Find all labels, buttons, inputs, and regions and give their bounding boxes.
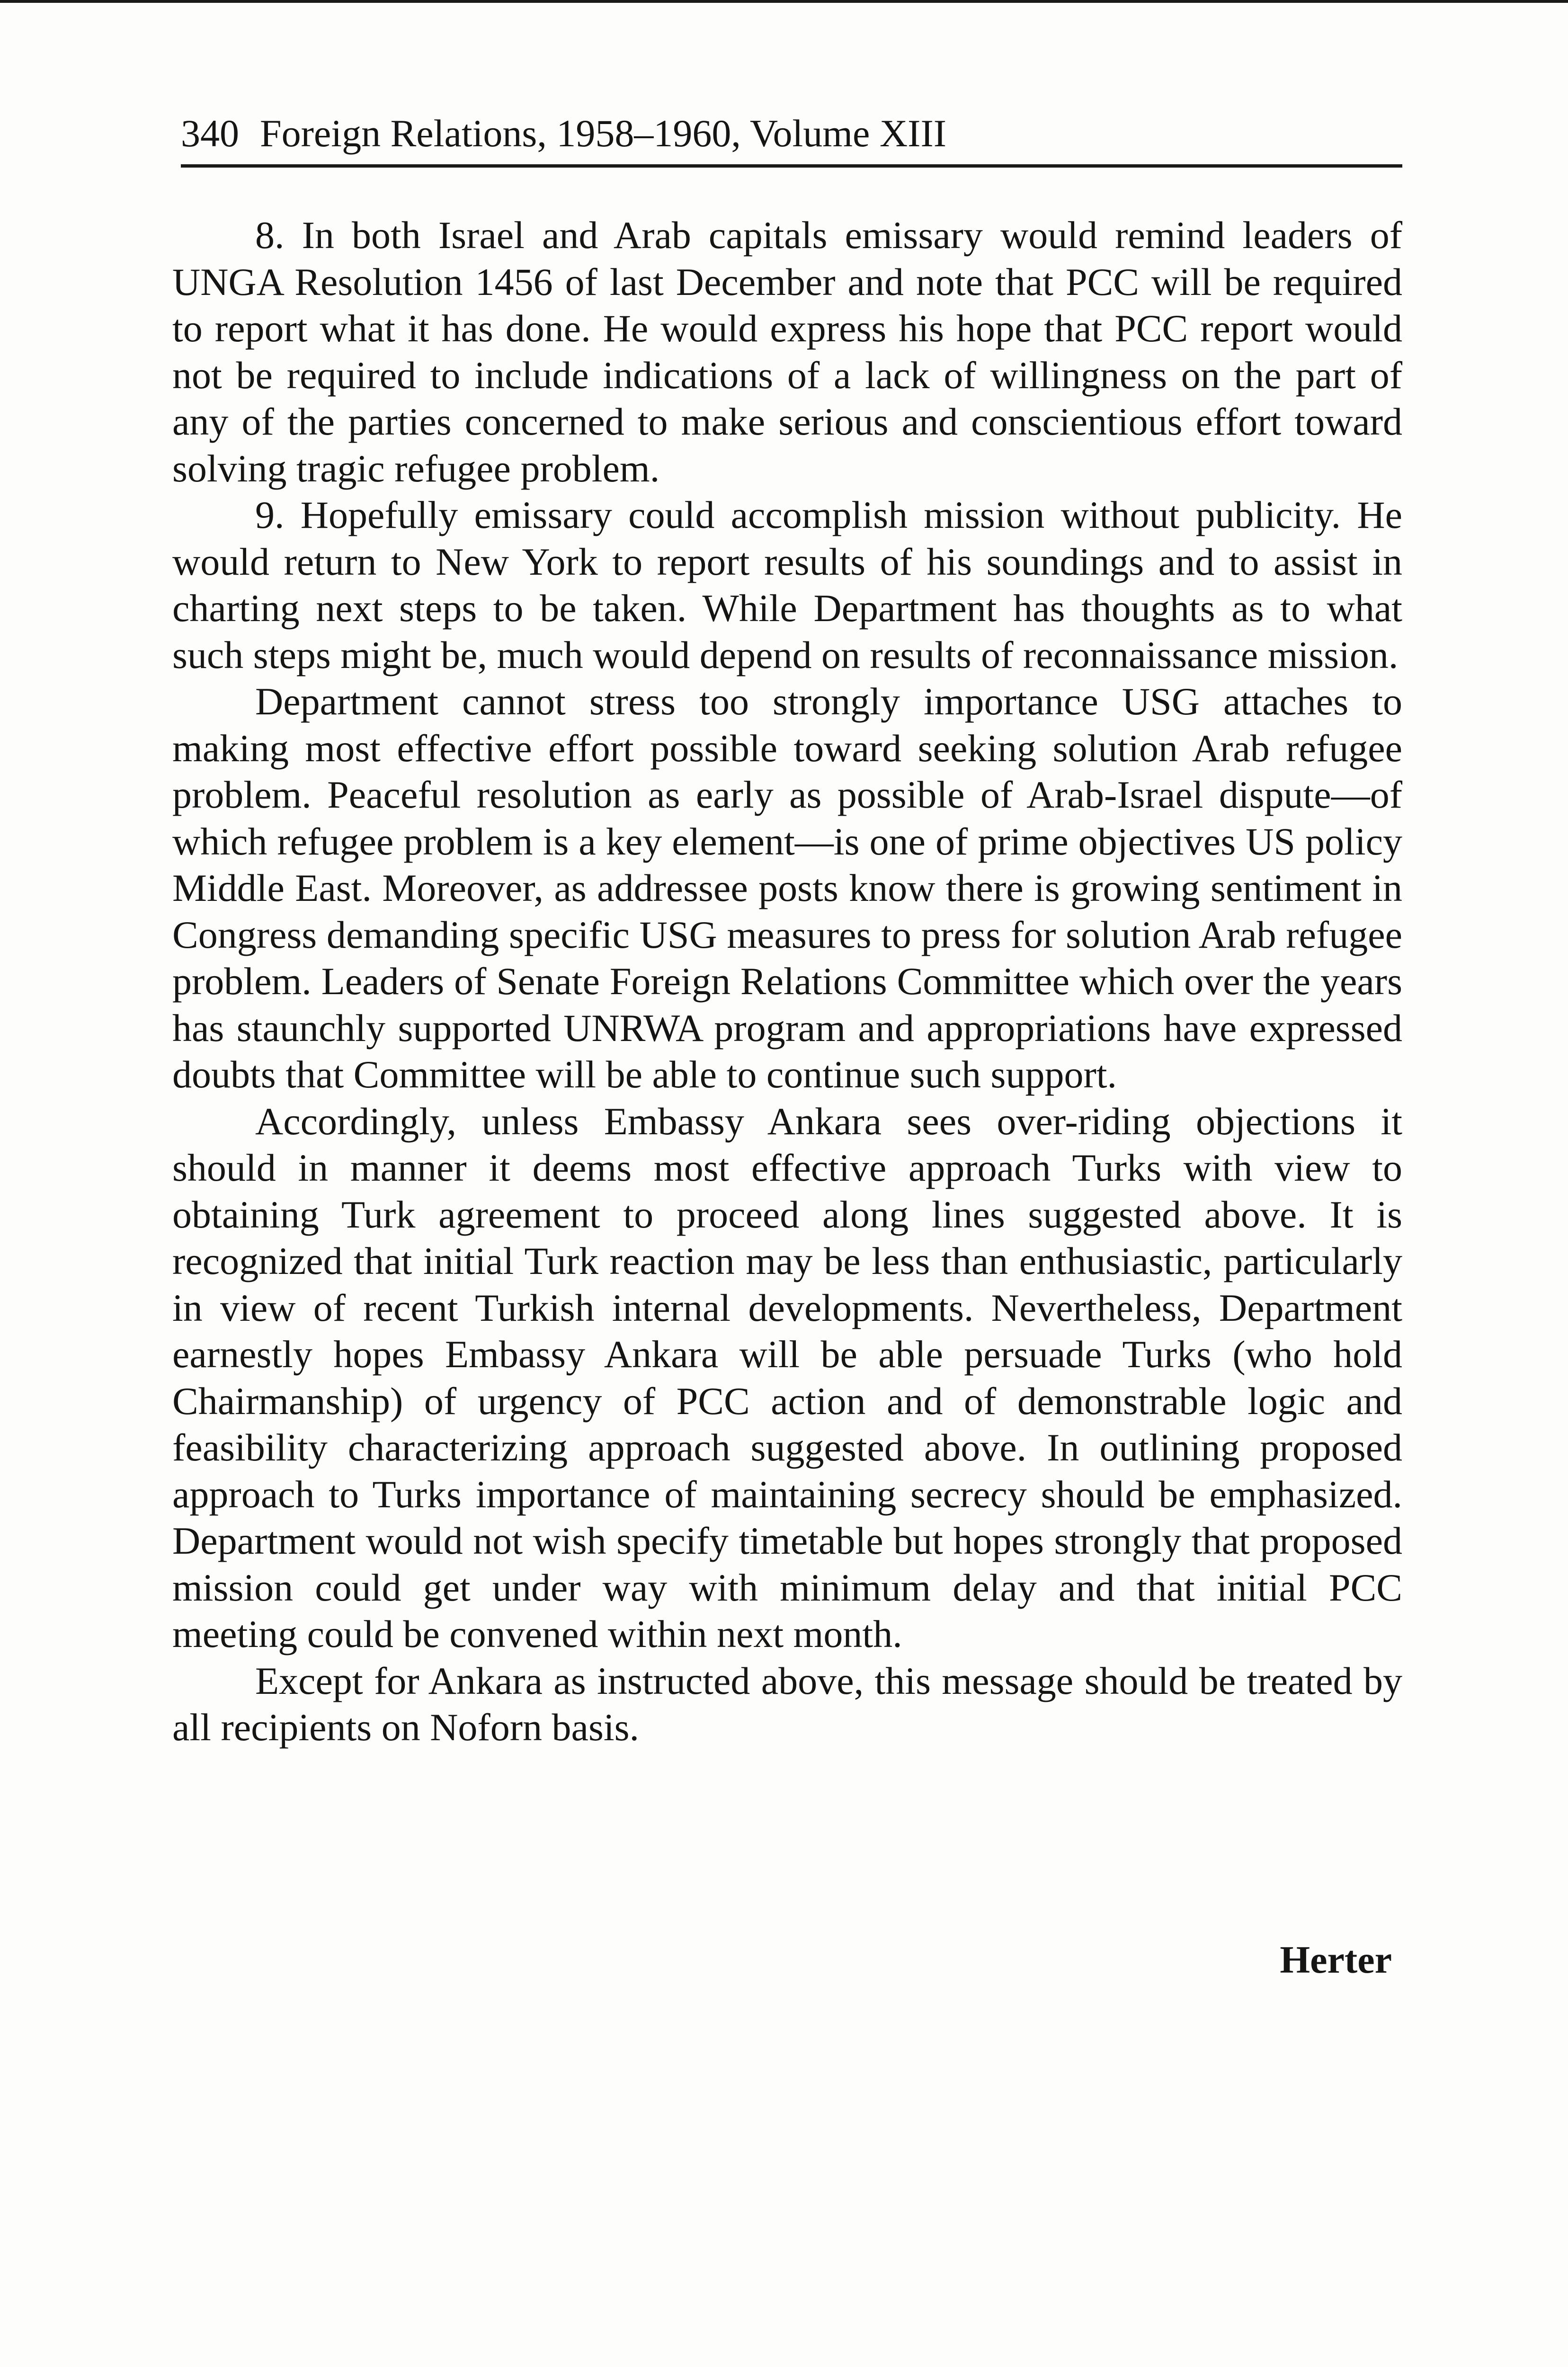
paragraph-noforn: Except for Ankara as instructed above, this message should be treated by all recipients on Noforn basis. <box>172 1659 1402 1749</box>
paragraph-item-8: 8. In both Israel and Arab capitals emissary would remind leaders of UNGA Resolution 1456 of last December and note that PCC will be required to report what it has done. He would express his hope that PCC report would not be required to include indications of a lack of willingness on the part of any of the parties concerned to make serious and conscientious effort toward solving tragic refugee problem. <box>172 214 1402 490</box>
paragraph-department-stress: Department cannot stress too strongly importance USG attaches to making most effective effort possible toward seeking solution Arab refugee problem. Peaceful resolution as early as possible of Arab-Israel dispute—of which refugee problem is a key element—is one of prime objectives US policy Middle East. Moreover, as addressee posts know there is growing sentiment in Congress demanding specific USG measures to press for solution Arab refugee problem. Leaders of Senate Foreign Relations Committee which over the years has staunchly supported UNRWA program and appropriations have expressed doubts that Committee will be able to continue such support. <box>172 680 1402 1096</box>
paragraph-item-9: 9. Hopefully emissary could accomplish mission without publicity. He would return to New York to report results of his soundings and to assist in charting next steps to be taken. While Department has thoughts as to what such steps might be, much would depend on results of reconnaissance mission. <box>172 493 1402 676</box>
paragraph-accordingly: Accordingly, unless Embassy Ankara sees over-riding objections it should in manner it deems most effective approach Turks with view to obtaining Turk agreement to proceed along lines suggested above. It is recognized that initial Turk reaction may be less than enthusiastic, particularly in view of recent Turkish internal developments. Nevertheless, Department earnestly hopes Embassy Ankara will be able persuade Turks (who hold Chairmanship) of urgency of PCC action and of demonstrable logic and feasibility characterizing approach suggested above. In outlining proposed approach to Turks importance of maintaining secrecy should be emphasized. Department would not wish specify timetable but hopes strongly that proposed mission could get under way with minimum delay and that initial PCC meeting could be convened within next month. <box>172 1099 1402 1655</box>
volume-title: Foreign Relations, 1958–1960, Volume XIII <box>260 112 947 155</box>
page-top-edge <box>0 0 1568 3</box>
running-head <box>181 105 1402 168</box>
signature: Herter <box>1280 1938 1392 1981</box>
body-text <box>172 212 1402 1751</box>
page-number: 340 <box>181 112 239 155</box>
